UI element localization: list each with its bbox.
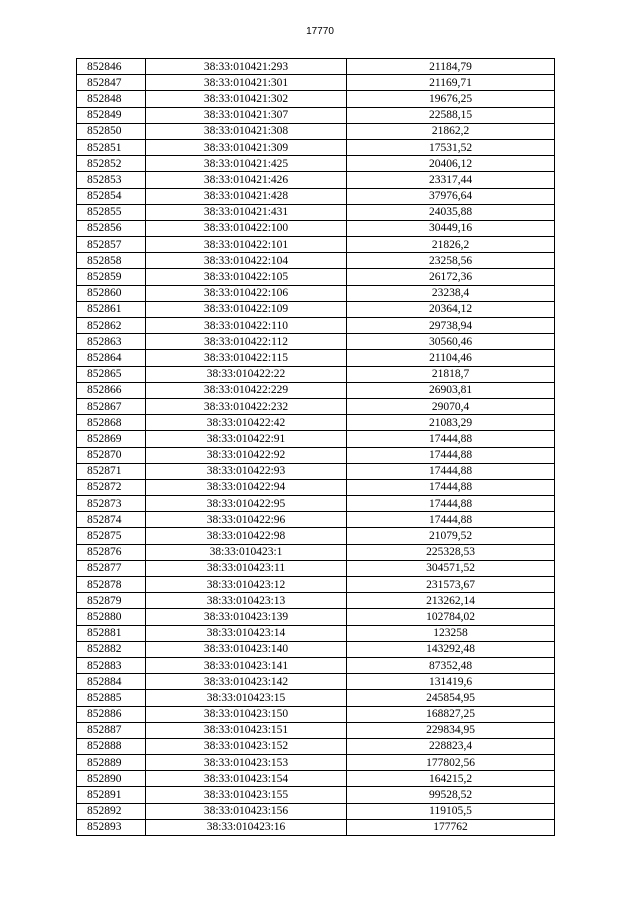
table-row bbox=[77, 237, 555, 253]
value-cell: 21184,79 bbox=[347, 59, 555, 75]
table-row bbox=[77, 512, 555, 528]
table-row bbox=[77, 463, 555, 479]
table-row bbox=[77, 285, 555, 301]
cadastral-number-cell: 38:33:010421:425 bbox=[146, 156, 347, 172]
value-cell: 229834,95 bbox=[347, 722, 555, 738]
table-row bbox=[77, 496, 555, 512]
cadastral-number-cell: 38:33:010421:428 bbox=[146, 188, 347, 204]
table-row bbox=[77, 479, 555, 495]
value-cell: 17444,88 bbox=[347, 447, 555, 463]
cadastral-number-cell: 38:33:010422:92 bbox=[146, 447, 347, 463]
cadastral-number-cell: 38:33:010422:232 bbox=[146, 398, 347, 414]
value-cell: 26903,81 bbox=[347, 382, 555, 398]
cadastral-number-cell: 38:33:010423:156 bbox=[146, 803, 347, 819]
value-cell: 17444,88 bbox=[347, 479, 555, 495]
value-cell: 29070,4 bbox=[347, 398, 555, 414]
cadastral-number-cell: 38:33:010422:100 bbox=[146, 220, 347, 236]
row-number-cell: 852882 bbox=[77, 641, 146, 657]
row-number-cell: 852887 bbox=[77, 722, 146, 738]
value-cell: 26172,36 bbox=[347, 269, 555, 285]
table-row bbox=[77, 398, 555, 414]
row-number-cell: 852850 bbox=[77, 123, 146, 139]
value-cell: 21169,71 bbox=[347, 75, 555, 91]
table-row bbox=[77, 220, 555, 236]
row-number-cell: 852856 bbox=[77, 220, 146, 236]
value-cell: 177802,56 bbox=[347, 755, 555, 771]
table-row bbox=[77, 690, 555, 706]
table-row bbox=[77, 139, 555, 155]
value-cell: 21818,7 bbox=[347, 366, 555, 382]
cadastral-number-cell: 38:33:010421:426 bbox=[146, 172, 347, 188]
row-number-cell: 852881 bbox=[77, 625, 146, 641]
registry-table-body bbox=[77, 59, 555, 836]
table-row bbox=[77, 528, 555, 544]
cadastral-number-cell: 38:33:010423:16 bbox=[146, 819, 347, 835]
row-number-cell: 852864 bbox=[77, 350, 146, 366]
row-number-cell: 852871 bbox=[77, 463, 146, 479]
value-cell: 99528,52 bbox=[347, 787, 555, 803]
table-row bbox=[77, 706, 555, 722]
table-row bbox=[77, 609, 555, 625]
table-row bbox=[77, 755, 555, 771]
row-number-cell: 852870 bbox=[77, 447, 146, 463]
row-number-cell: 852851 bbox=[77, 139, 146, 155]
row-number-cell: 852846 bbox=[77, 59, 146, 75]
value-cell: 23317,44 bbox=[347, 172, 555, 188]
table-row bbox=[77, 544, 555, 560]
cadastral-number-cell: 38:33:010423:13 bbox=[146, 593, 347, 609]
row-number-cell: 852860 bbox=[77, 285, 146, 301]
table-row bbox=[77, 447, 555, 463]
row-number-cell: 852867 bbox=[77, 398, 146, 414]
cadastral-number-cell: 38:33:010422:42 bbox=[146, 415, 347, 431]
value-cell: 225328,53 bbox=[347, 544, 555, 560]
table-row bbox=[77, 771, 555, 787]
row-number-cell: 852863 bbox=[77, 334, 146, 350]
cadastral-number-cell: 38:33:010422:105 bbox=[146, 269, 347, 285]
row-number-cell: 852853 bbox=[77, 172, 146, 188]
value-cell: 102784,02 bbox=[347, 609, 555, 625]
value-cell: 131419,6 bbox=[347, 674, 555, 690]
page-number: 17770 bbox=[306, 26, 334, 37]
value-cell: 21104,46 bbox=[347, 350, 555, 366]
row-number-cell: 852884 bbox=[77, 674, 146, 690]
table-row bbox=[77, 738, 555, 754]
table-row bbox=[77, 59, 555, 75]
cadastral-number-cell: 38:33:010423:141 bbox=[146, 657, 347, 673]
registry-table bbox=[76, 58, 555, 836]
table-row bbox=[77, 75, 555, 91]
cadastral-number-cell: 38:33:010422:115 bbox=[146, 350, 347, 366]
cadastral-number-cell: 38:33:010421:293 bbox=[146, 59, 347, 75]
cadastral-number-cell: 38:33:010423:142 bbox=[146, 674, 347, 690]
table-row bbox=[77, 577, 555, 593]
table-row bbox=[77, 674, 555, 690]
row-number-cell: 852886 bbox=[77, 706, 146, 722]
value-cell: 143292,48 bbox=[347, 641, 555, 657]
table-row bbox=[77, 350, 555, 366]
value-cell: 23258,56 bbox=[347, 253, 555, 269]
cadastral-number-cell: 38:33:010422:112 bbox=[146, 334, 347, 350]
cadastral-number-cell: 38:33:010422:104 bbox=[146, 253, 347, 269]
value-cell: 21083,29 bbox=[347, 415, 555, 431]
row-number-cell: 852885 bbox=[77, 690, 146, 706]
table-row bbox=[77, 722, 555, 738]
value-cell: 213262,14 bbox=[347, 593, 555, 609]
value-cell: 168827,25 bbox=[347, 706, 555, 722]
value-cell: 22588,15 bbox=[347, 107, 555, 123]
value-cell: 17531,52 bbox=[347, 139, 555, 155]
value-cell: 304571,52 bbox=[347, 560, 555, 576]
table-row bbox=[77, 415, 555, 431]
cadastral-number-cell: 38:33:010423:150 bbox=[146, 706, 347, 722]
cadastral-number-cell: 38:33:010423:151 bbox=[146, 722, 347, 738]
cadastral-number-cell: 38:33:010421:309 bbox=[146, 139, 347, 155]
table-row bbox=[77, 431, 555, 447]
table-row bbox=[77, 803, 555, 819]
cadastral-number-cell: 38:33:010422:22 bbox=[146, 366, 347, 382]
row-number-cell: 852888 bbox=[77, 738, 146, 754]
cadastral-number-cell: 38:33:010421:302 bbox=[146, 91, 347, 107]
table-row bbox=[77, 366, 555, 382]
row-number-cell: 852878 bbox=[77, 577, 146, 593]
cadastral-number-cell: 38:33:010421:307 bbox=[146, 107, 347, 123]
value-cell: 24035,88 bbox=[347, 204, 555, 220]
cadastral-number-cell: 38:33:010422:229 bbox=[146, 382, 347, 398]
value-cell: 30560,46 bbox=[347, 334, 555, 350]
cadastral-number-cell: 38:33:010422:94 bbox=[146, 479, 347, 495]
row-number-cell: 852873 bbox=[77, 496, 146, 512]
row-number-cell: 852879 bbox=[77, 593, 146, 609]
value-cell: 87352,48 bbox=[347, 657, 555, 673]
row-number-cell: 852890 bbox=[77, 771, 146, 787]
value-cell: 245854,95 bbox=[347, 690, 555, 706]
row-number-cell: 852861 bbox=[77, 301, 146, 317]
table-row bbox=[77, 657, 555, 673]
value-cell: 37976,64 bbox=[347, 188, 555, 204]
cadastral-number-cell: 38:33:010423:139 bbox=[146, 609, 347, 625]
table-row bbox=[77, 172, 555, 188]
row-number-cell: 852849 bbox=[77, 107, 146, 123]
cadastral-number-cell: 38:33:010422:93 bbox=[146, 463, 347, 479]
row-number-cell: 852868 bbox=[77, 415, 146, 431]
table-row bbox=[77, 334, 555, 350]
cadastral-number-cell: 38:33:010422:101 bbox=[146, 237, 347, 253]
cadastral-number-cell: 38:33:010422:109 bbox=[146, 301, 347, 317]
value-cell: 17444,88 bbox=[347, 463, 555, 479]
value-cell: 17444,88 bbox=[347, 496, 555, 512]
row-number-cell: 852880 bbox=[77, 609, 146, 625]
row-number-cell: 852877 bbox=[77, 560, 146, 576]
table-row bbox=[77, 787, 555, 803]
table-row bbox=[77, 819, 555, 835]
table-row bbox=[77, 269, 555, 285]
row-number-cell: 852854 bbox=[77, 188, 146, 204]
row-number-cell: 852857 bbox=[77, 237, 146, 253]
row-number-cell: 852859 bbox=[77, 269, 146, 285]
value-cell: 21079,52 bbox=[347, 528, 555, 544]
cadastral-number-cell: 38:33:010421:431 bbox=[146, 204, 347, 220]
value-cell: 30449,16 bbox=[347, 220, 555, 236]
row-number-cell: 852866 bbox=[77, 382, 146, 398]
value-cell: 123258 bbox=[347, 625, 555, 641]
row-number-cell: 852848 bbox=[77, 91, 146, 107]
row-number-cell: 852847 bbox=[77, 75, 146, 91]
row-number-cell: 852865 bbox=[77, 366, 146, 382]
cadastral-number-cell: 38:33:010423:11 bbox=[146, 560, 347, 576]
cadastral-number-cell: 38:33:010423:15 bbox=[146, 690, 347, 706]
value-cell: 119105,5 bbox=[347, 803, 555, 819]
value-cell: 17444,88 bbox=[347, 431, 555, 447]
cadastral-number-cell: 38:33:010423:153 bbox=[146, 755, 347, 771]
value-cell: 164215,2 bbox=[347, 771, 555, 787]
row-number-cell: 852876 bbox=[77, 544, 146, 560]
row-number-cell: 852893 bbox=[77, 819, 146, 835]
row-number-cell: 852875 bbox=[77, 528, 146, 544]
row-number-cell: 852858 bbox=[77, 253, 146, 269]
value-cell: 19676,25 bbox=[347, 91, 555, 107]
value-cell: 21862,2 bbox=[347, 123, 555, 139]
cadastral-number-cell: 38:33:010422:110 bbox=[146, 318, 347, 334]
cadastral-number-cell: 38:33:010423:154 bbox=[146, 771, 347, 787]
table-row bbox=[77, 123, 555, 139]
table-row bbox=[77, 253, 555, 269]
cadastral-number-cell: 38:33:010422:91 bbox=[146, 431, 347, 447]
table-row bbox=[77, 318, 555, 334]
table-row bbox=[77, 641, 555, 657]
row-number-cell: 852892 bbox=[77, 803, 146, 819]
row-number-cell: 852862 bbox=[77, 318, 146, 334]
row-number-cell: 852852 bbox=[77, 156, 146, 172]
table-row bbox=[77, 625, 555, 641]
row-number-cell: 852869 bbox=[77, 431, 146, 447]
row-number-cell: 852872 bbox=[77, 479, 146, 495]
table-row bbox=[77, 560, 555, 576]
value-cell: 228823,4 bbox=[347, 738, 555, 754]
table-row bbox=[77, 593, 555, 609]
value-cell: 29738,94 bbox=[347, 318, 555, 334]
cadastral-number-cell: 38:33:010422:106 bbox=[146, 285, 347, 301]
cadastral-number-cell: 38:33:010423:140 bbox=[146, 641, 347, 657]
value-cell: 21826,2 bbox=[347, 237, 555, 253]
value-cell: 20406,12 bbox=[347, 156, 555, 172]
cadastral-number-cell: 38:33:010422:95 bbox=[146, 496, 347, 512]
cadastral-number-cell: 38:33:010422:98 bbox=[146, 528, 347, 544]
table-row bbox=[77, 204, 555, 220]
value-cell: 23238,4 bbox=[347, 285, 555, 301]
value-cell: 17444,88 bbox=[347, 512, 555, 528]
row-number-cell: 852855 bbox=[77, 204, 146, 220]
table-row bbox=[77, 382, 555, 398]
table-row bbox=[77, 188, 555, 204]
row-number-cell: 852883 bbox=[77, 657, 146, 673]
table-row bbox=[77, 156, 555, 172]
cadastral-number-cell: 38:33:010421:308 bbox=[146, 123, 347, 139]
cadastral-number-cell: 38:33:010423:1 bbox=[146, 544, 347, 560]
cadastral-number-cell: 38:33:010423:14 bbox=[146, 625, 347, 641]
cadastral-number-cell: 38:33:010423:152 bbox=[146, 738, 347, 754]
cadastral-number-cell: 38:33:010422:96 bbox=[146, 512, 347, 528]
cadastral-number-cell: 38:33:010421:301 bbox=[146, 75, 347, 91]
row-number-cell: 852874 bbox=[77, 512, 146, 528]
table-row bbox=[77, 107, 555, 123]
cadastral-number-cell: 38:33:010423:12 bbox=[146, 577, 347, 593]
row-number-cell: 852891 bbox=[77, 787, 146, 803]
value-cell: 177762 bbox=[347, 819, 555, 835]
value-cell: 231573,67 bbox=[347, 577, 555, 593]
table-row bbox=[77, 301, 555, 317]
row-number-cell: 852889 bbox=[77, 755, 146, 771]
table-row bbox=[77, 91, 555, 107]
value-cell: 20364,12 bbox=[347, 301, 555, 317]
cadastral-number-cell: 38:33:010423:155 bbox=[146, 787, 347, 803]
